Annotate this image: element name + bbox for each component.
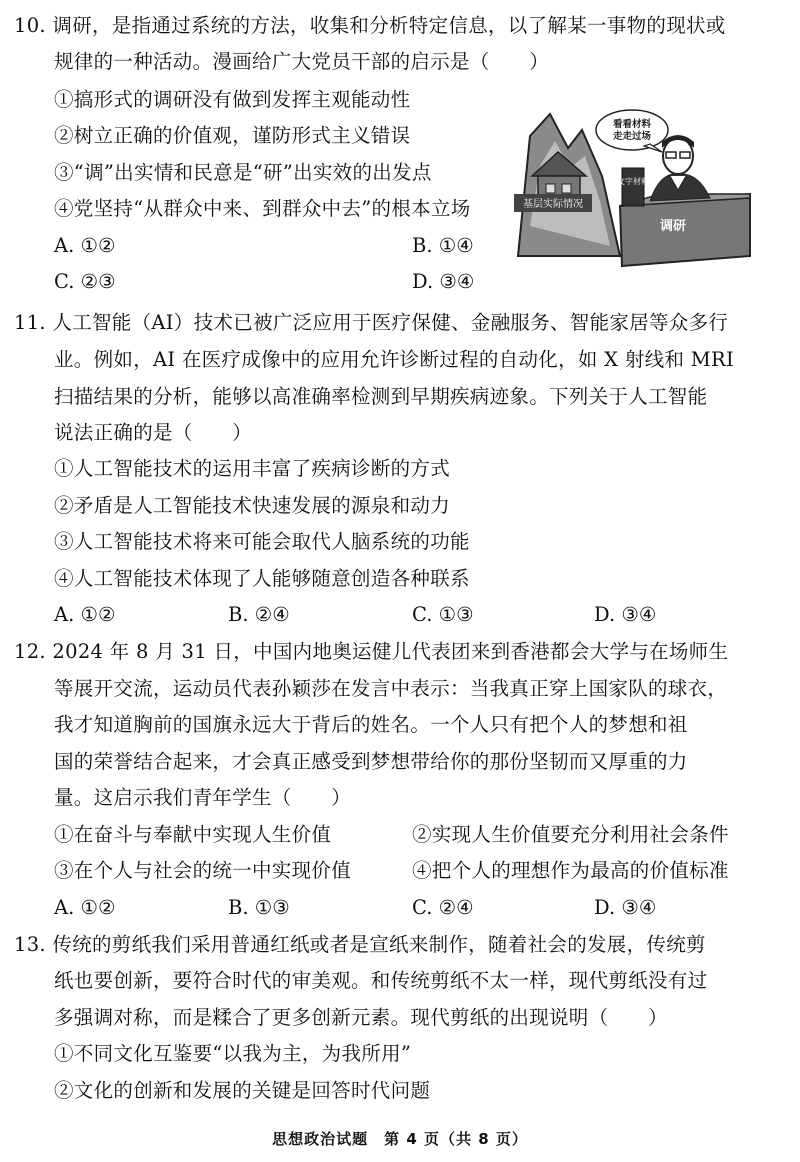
- q12-stem-line-5: 量。这启示我们青年学生（ ）: [54, 786, 352, 809]
- q10-option-c: C. ②③: [54, 270, 116, 293]
- q12-stem-line-3: 我才知道胸前的国旗永远大于背后的姓名。一个人只有把个人的梦想和祖: [54, 713, 688, 736]
- q12-stem-line-2: 等展开交流，运动员代表孙颖莎在发言中表示：当我真正穿上国家队的球衣，: [54, 677, 728, 700]
- q11-stem-line-3: 扫描结果的分析，能够以高准确率检测到早期疾病迹象。下列关于人工智能: [54, 385, 708, 408]
- page-footer: 思想政治试题 第 4 页（共 8 页）: [272, 1130, 528, 1148]
- q10-item-2: ②树立正确的价值观，谨防形式主义错误: [54, 124, 411, 147]
- q10-option-d: D. ③④: [412, 270, 475, 293]
- q12-item-2: ②实现人生价值要充分利用社会条件: [412, 823, 729, 846]
- q10-item-4: ④党坚持“从群众中来、到群众中去”的根本立场: [54, 197, 471, 220]
- q11-item-3: ③人工智能技术将来可能会取代人脑系统的功能: [54, 530, 470, 553]
- q11-item-2: ②矛盾是人工智能技术快速发展的源泉和动力: [54, 494, 451, 517]
- q11-option-b: B. ②④: [228, 603, 290, 626]
- q10-option-a: A. ①②: [54, 234, 116, 257]
- q10-item-3: ③“调”出实情和民意是“研”出实效的出发点: [54, 161, 432, 184]
- q13-stem-line-2: 纸也要创新，要符合时代的审美观。和传统剪纸不太一样，现代剪纸没有过: [54, 969, 708, 992]
- bubble-text-1: 看看材料: [612, 119, 652, 130]
- q12-option-b: B. ①③: [228, 896, 290, 919]
- q10-stem-line-2: 规律的一种活动。漫画给广大党员干部的启示是（ ）: [54, 50, 550, 73]
- q12-item-4: ④把个人的理想作为最高的价值标准: [412, 859, 729, 882]
- q11-stem-line-1: 11. 人工智能（AI）技术已被广泛应用于医疗保健、金融服务、智能家居等众多行: [14, 311, 729, 334]
- q10-item-1: ①搞形式的调研没有做到发挥主观能动性: [54, 88, 411, 111]
- q10-option-b: B. ①④: [412, 234, 474, 257]
- papers-label: 文字材料: [617, 177, 649, 186]
- q10-cartoon: [510, 106, 785, 274]
- house-label: 基层实际情况: [523, 199, 583, 210]
- q13-item-1: ①不同文化互鉴要“以我为主，为我所用”: [54, 1042, 412, 1065]
- q11-option-a: A. ①②: [54, 603, 116, 626]
- q13-stem-line-1: 13. 传统的剪纸我们采用普通红纸或者是宣纸来制作，随着社会的发展，传统剪: [14, 933, 706, 956]
- q11-stem-line-4: 说法正确的是（ ）: [54, 421, 253, 444]
- q11-item-1: ①人工智能技术的运用丰富了疾病诊断的方式: [54, 457, 451, 480]
- q13-item-2: ②文化的创新和发展的关键是回答时代问题: [54, 1079, 431, 1102]
- q12-option-a: A. ①②: [54, 896, 116, 919]
- q12-stem-line-4: 国的荣誉结合起来，才会真正感受到梦想带给你的那份坚韧而又厚重的力: [54, 750, 688, 773]
- q11-option-c: C. ①③: [412, 603, 474, 626]
- q11-option-d: D. ③④: [594, 603, 657, 626]
- q12-option-d: D. ③④: [594, 896, 657, 919]
- q11-stem-line-2: 业。例如，AI 在医疗成像中的应用允许诊断过程的自动化，如 X 射线和 MRI: [54, 348, 735, 371]
- q10-stem-line-1: 10. 调研，是指通过系统的方法，收集和分析特定信息，以了解某一事物的现状或: [14, 14, 726, 37]
- q12-item-1: ①在奋斗与奉献中实现人生价值: [54, 823, 332, 846]
- q13-stem-line-3: 多强调对称，而是糅合了更多创新元素。现代剪纸的出现说明（ ）: [54, 1006, 668, 1029]
- q12-item-3: ③在个人与社会的统一中实现价值: [54, 859, 352, 882]
- q11-item-4: ④人工智能技术体现了人能够随意创造各种联系: [54, 567, 470, 590]
- official-figure: [650, 135, 710, 201]
- bubble-text-2: 走走过场: [612, 131, 652, 142]
- q12-stem-line-1: 12. 2024 年 8 月 31 日，中国内地奥运健儿代表团来到香港都会大学与在场师生: [14, 640, 729, 663]
- desk-label: 调研: [660, 219, 687, 234]
- q12-option-c: C. ②④: [412, 896, 474, 919]
